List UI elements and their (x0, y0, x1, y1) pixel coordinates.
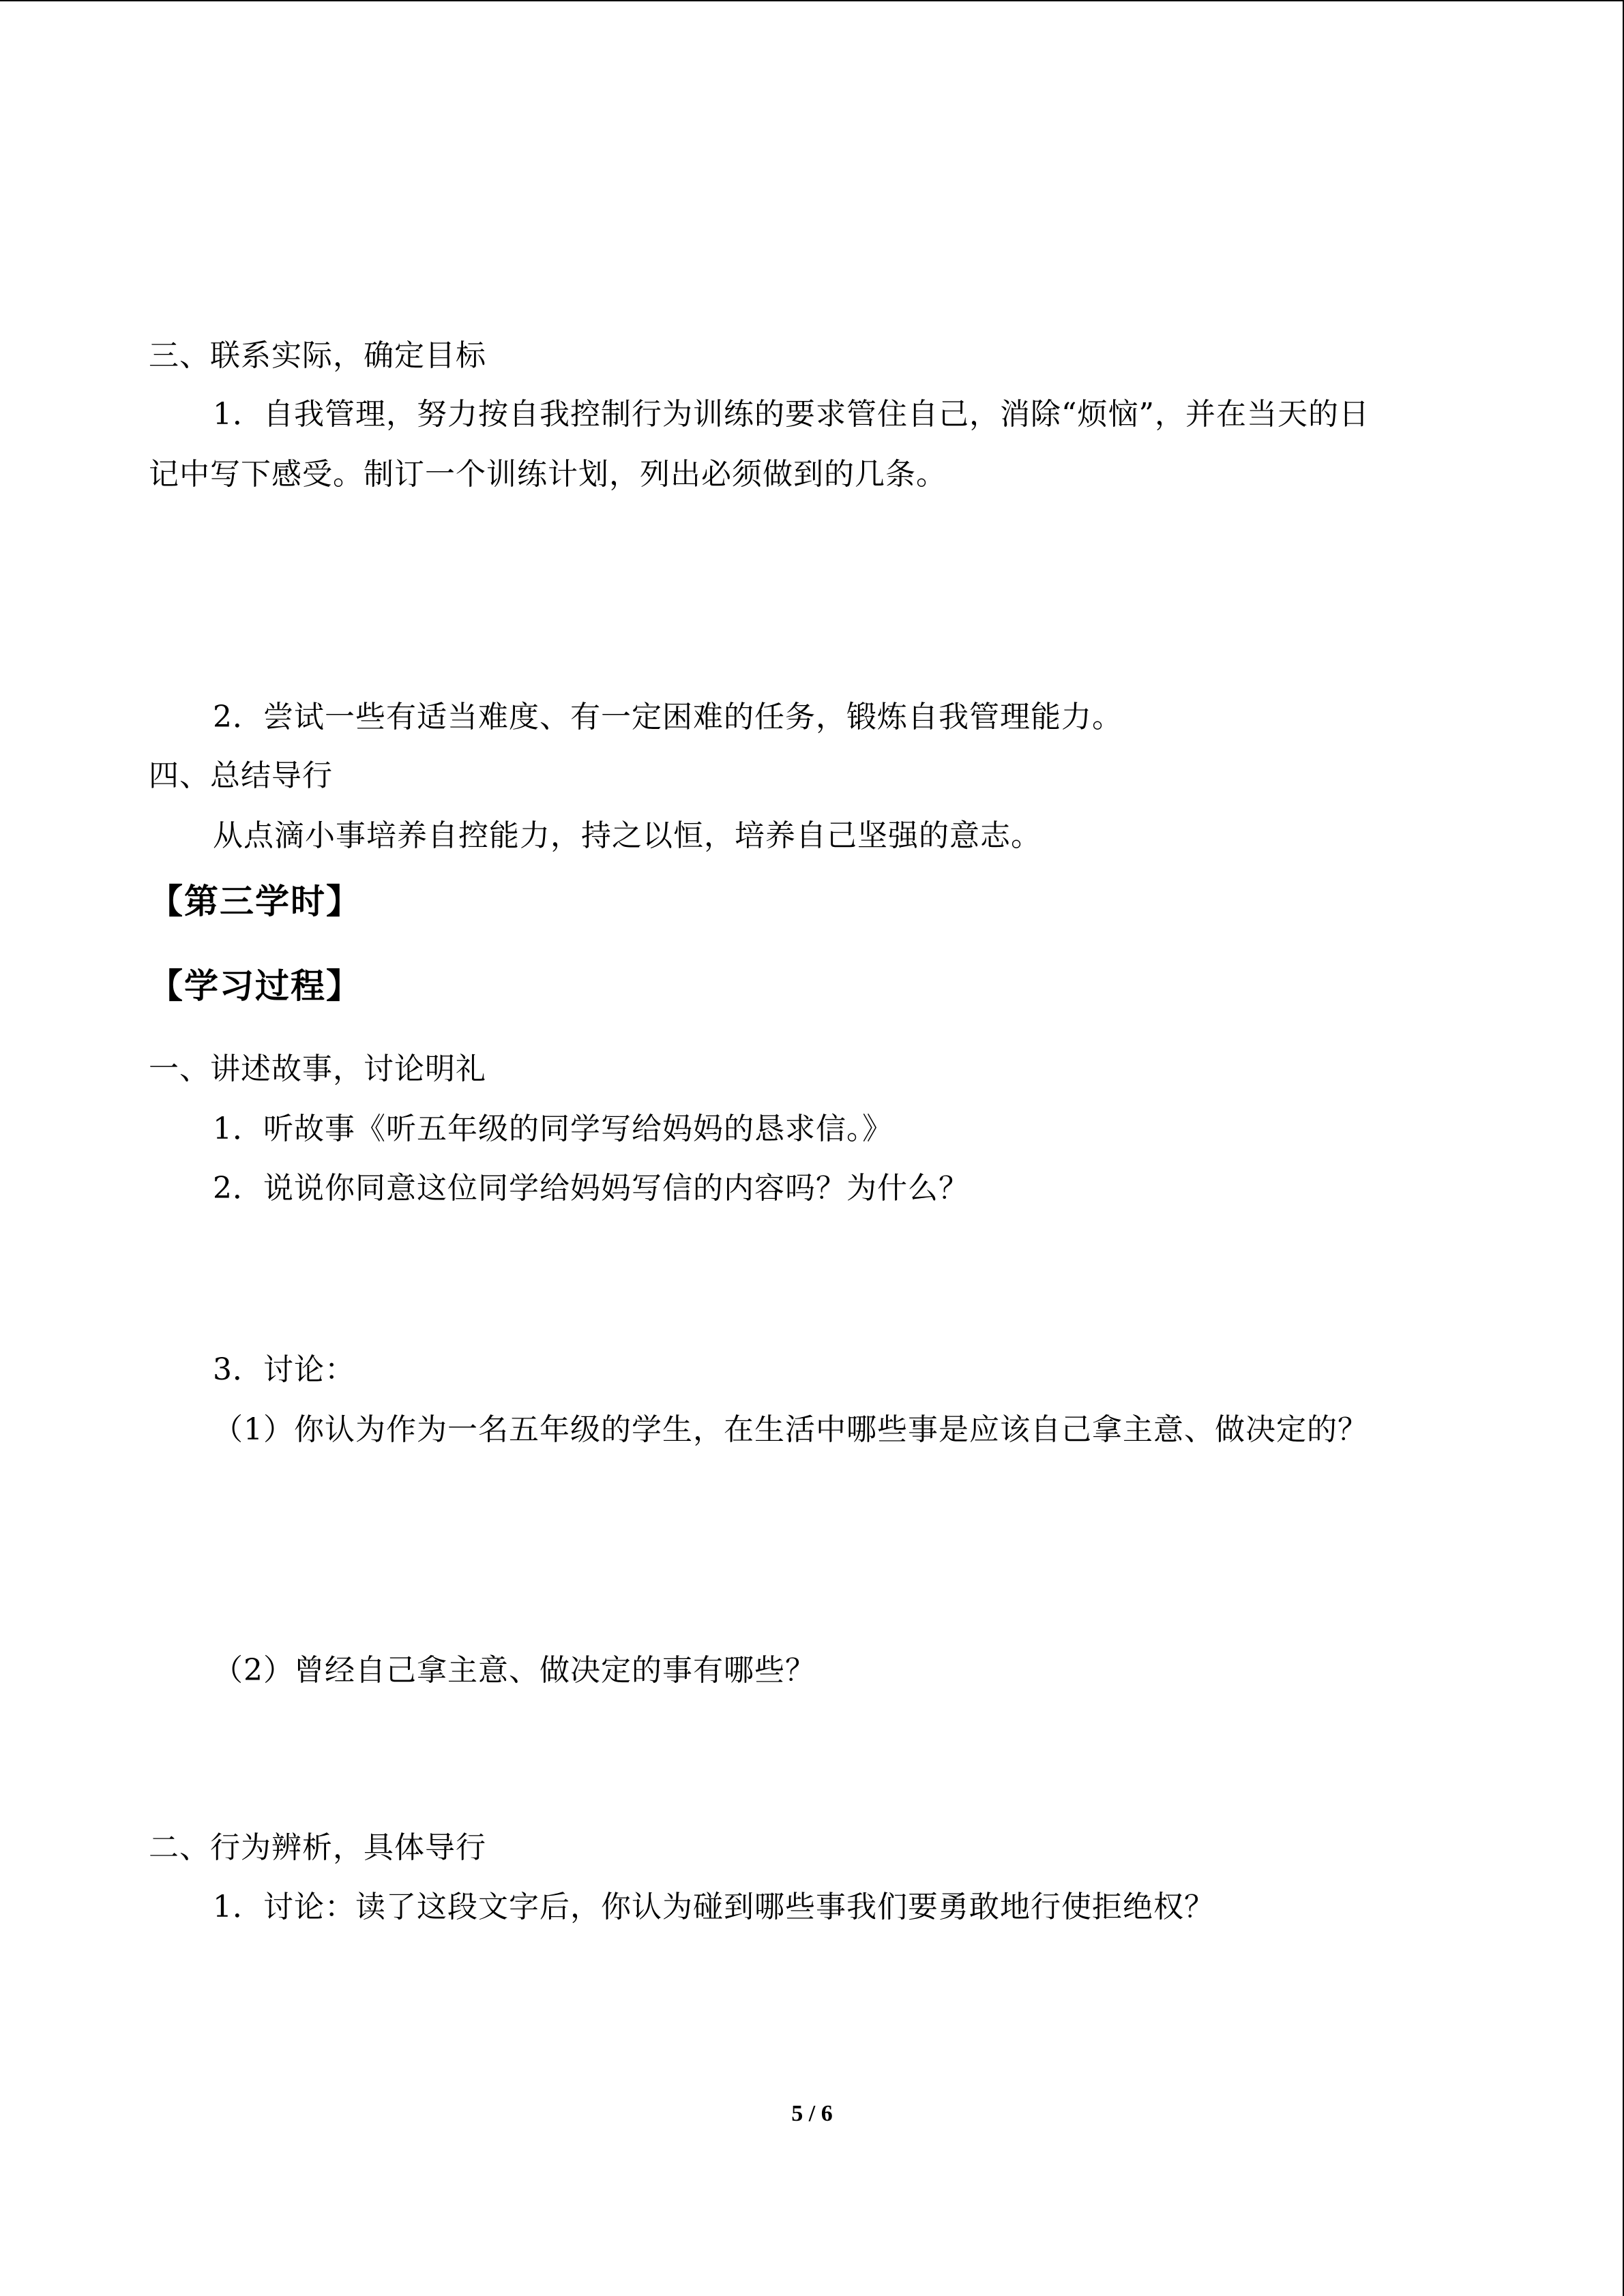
section-four-body: 从点滴小事培养自控能力，持之以恒，培养自己坚强的意志。 (213, 818, 1042, 853)
part-one-subitem-1: （1）你认为作为一名五年级的学生，在生活中哪些事是应该自己拿主意、做决定的？ (213, 1412, 1368, 1447)
part-two-title: 二、行为辨析，具体导行 (149, 1830, 486, 1865)
part-one-title: 一、讲述故事，讨论明礼 (149, 1052, 486, 1086)
part-one-subitem-2: （2）曾经自己拿主意、做决定的事有哪些？ (213, 1653, 816, 1688)
part-one-item-2: 2．说说你同意这位同学给妈妈写信的内容吗？为什么？ (213, 1171, 969, 1206)
section-three-item-2: 2．尝试一些有适当难度、有一定困难的任务，锻炼自我管理能力。 (213, 700, 1123, 734)
part-two-item-1: 1．讨论：读了这段文字后，你认为碰到哪些事我们要勇敢地行使拒绝权？ (213, 1890, 1215, 1924)
part-one-item-1: 1．听故事《听五年级的同学写给妈妈的恳求信。》 (213, 1112, 893, 1146)
section-three-title: 三、联系实际，确定目标 (149, 338, 486, 373)
section-three-item-1-line-2: 记中写下感受。制订一个训练计划，列出必须做到的几条。 (149, 457, 947, 492)
learning-process-heading: 【学习过程】 (149, 966, 361, 1006)
part-one-item-3: 3．讨论： (213, 1352, 355, 1387)
section-four-title: 四、总结导行 (149, 758, 333, 793)
page-number: 5 / 6 (791, 2101, 833, 2126)
lesson-three-heading: 【第三学时】 (149, 881, 361, 921)
section-three-item-1-line-1: 1．自我管理，努力按自我控制行为训练的要求管住自己，消除“烦恼”，并在当天的日 (213, 397, 1370, 432)
